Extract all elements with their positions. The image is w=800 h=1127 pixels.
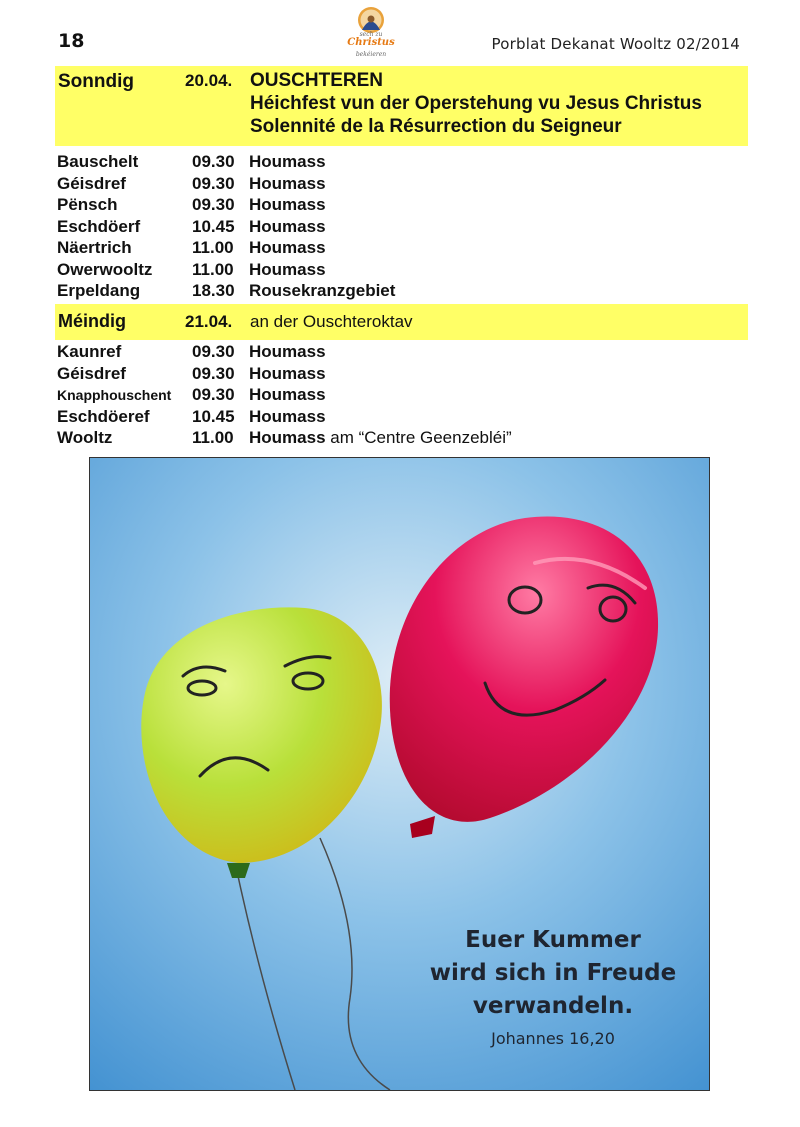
logo (342, 4, 400, 62)
feast-title-line: Solennité de la Résurrection du Seigneur (250, 116, 622, 137)
bible-quote (408, 924, 698, 1048)
schedule-row (57, 342, 757, 364)
place: Géisdref (57, 363, 126, 383)
quote-line: Euer Kummer (465, 927, 641, 953)
schedule-row (57, 364, 757, 386)
day-name: Sonndig (58, 71, 134, 92)
time: 09.30 (192, 195, 235, 214)
schedule-monday (57, 342, 757, 450)
time: 11.00 (192, 428, 234, 447)
event: Houmass (249, 195, 326, 214)
schedule-row (57, 385, 757, 407)
time: 11.00 (192, 259, 234, 279)
place: Owerwooltz (57, 259, 153, 279)
place: Eschdöerf (57, 216, 141, 236)
schedule-sunday (57, 152, 757, 303)
place: Knapphouschent (57, 387, 172, 403)
logo-text-top: sech zu (359, 31, 383, 38)
schedule-row (57, 152, 757, 174)
schedule-row (57, 407, 757, 429)
feast-subtitle: an der Ouschteroktav (250, 312, 413, 331)
event (249, 342, 326, 362)
schedule-row (57, 428, 757, 450)
time: 09.30 (192, 363, 235, 383)
logo-text-bottom: bekéieren (355, 51, 387, 58)
event (249, 407, 326, 427)
quote-line: wird sich in Freude (429, 960, 677, 986)
event: Rousekranzgebiet (249, 281, 396, 300)
event (249, 428, 512, 448)
day-header-monday (55, 304, 748, 340)
schedule-row (57, 195, 757, 217)
day-date: 21.04. (185, 312, 233, 331)
time: 18.30 (192, 281, 235, 300)
place: Erpeldang (57, 281, 141, 300)
balloons-picture (89, 457, 710, 1091)
place: Kaunref (57, 342, 122, 361)
event: Houmass (249, 152, 326, 171)
place: Näertrich (57, 238, 132, 257)
publication-title: Porblat Dekanat Wooltz 02/2014 (491, 35, 740, 53)
time: 09.30 (192, 385, 235, 404)
schedule-row (57, 238, 757, 260)
place: Wooltz (57, 428, 113, 447)
event: Houmass (249, 216, 326, 236)
quote-source: Johannes 16,20 (491, 1029, 615, 1048)
feast-title-line: OUSCHTEREN (250, 70, 384, 91)
page-number: 18 (58, 30, 85, 52)
event: Houmass (249, 173, 326, 193)
event-name: Houmass (249, 363, 326, 383)
feast-title (250, 69, 702, 138)
event-location: am “Centre Geenzebléi” (325, 428, 512, 447)
logo-text-main: Christus (347, 37, 395, 48)
schedule-row (57, 174, 757, 196)
feast-title-line: Héichfest vun der Operstehung vu Jesus Christus (250, 93, 702, 114)
event: Houmass (249, 259, 326, 279)
day-header-sunday (55, 66, 748, 146)
time: 10.45 (192, 406, 235, 426)
event (249, 364, 326, 384)
place: Pënsch (57, 195, 118, 214)
quote-line: verwandeln. (472, 993, 634, 1019)
schedule-row (57, 281, 757, 303)
event: Houmass (249, 238, 326, 257)
event-name: Houmass (249, 428, 326, 447)
time: 10.45 (192, 216, 235, 236)
event-name: Houmass (249, 342, 326, 361)
place: Eschdöeref (57, 406, 150, 426)
event-name: Houmass (249, 385, 326, 404)
time: 11.00 (192, 238, 234, 257)
time: 09.30 (192, 342, 235, 361)
day-name: Méindig (58, 311, 126, 331)
day-date: 20.04. (185, 71, 233, 90)
event (249, 385, 326, 405)
event-name: Houmass (249, 406, 326, 426)
place: Géisdref (57, 173, 126, 193)
place: Bauschelt (57, 152, 139, 171)
time: 09.30 (192, 173, 235, 193)
schedule-row (57, 260, 757, 282)
time: 09.30 (192, 152, 235, 171)
page-header (0, 0, 800, 66)
schedule-row (57, 217, 757, 239)
